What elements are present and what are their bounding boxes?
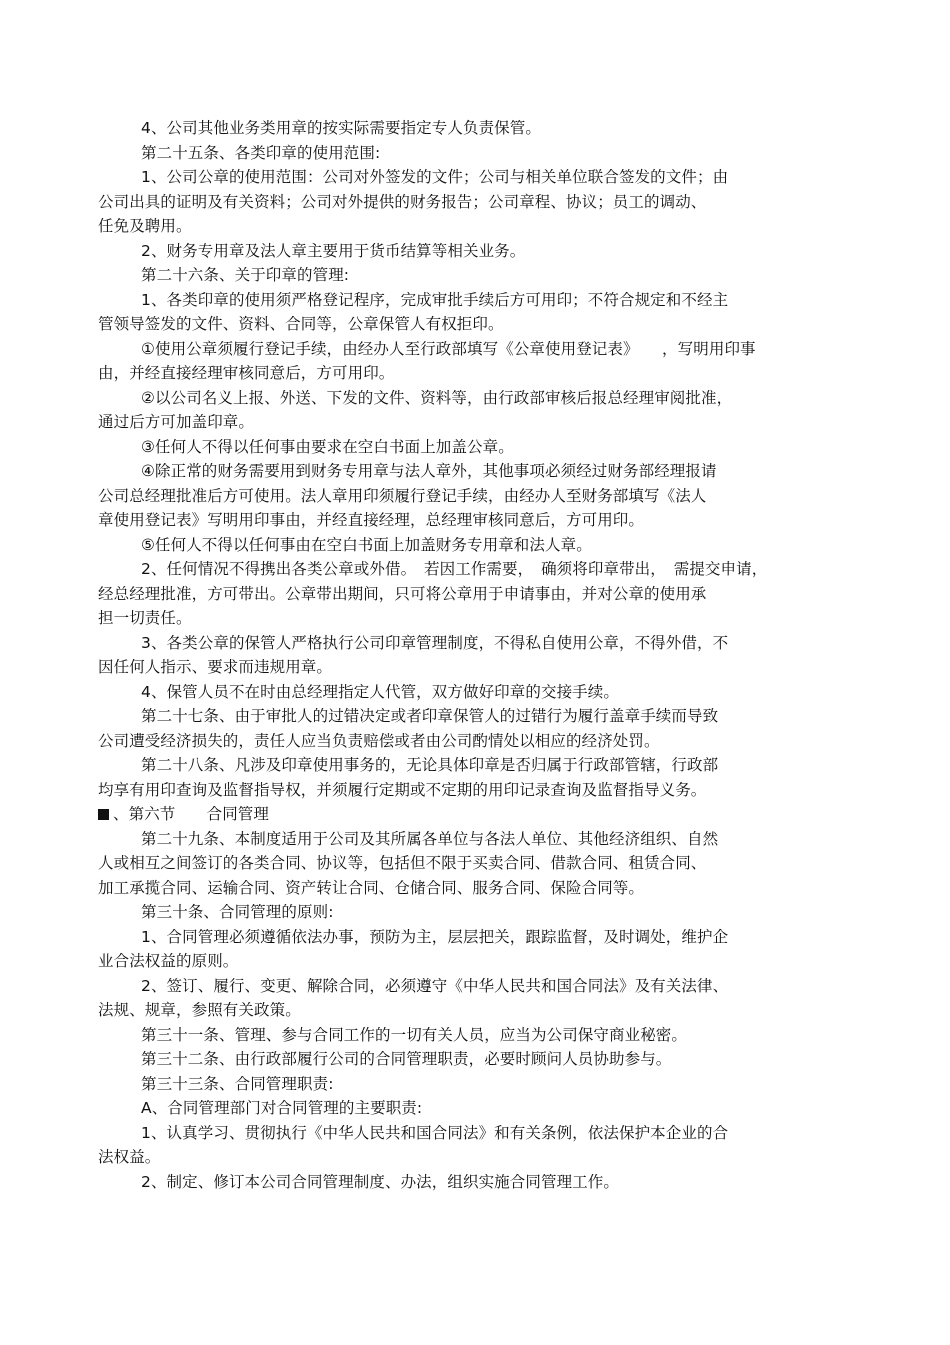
document-line	[98, 1121, 858, 1146]
line-text: 第二十九条、本制度适用于公司及其所属各单位与各法人单位、其他经济组织、自然	[141, 829, 719, 848]
document-line	[98, 729, 858, 754]
document-line	[98, 386, 858, 411]
document-line	[98, 827, 858, 852]
document-line	[98, 753, 858, 778]
line-text: 加工承揽合同、运输合同、资产转让合同、仓储合同、服务合同、保险合同等。	[98, 878, 645, 897]
document-line	[98, 141, 858, 166]
line-text: 2、签订、履行、变更、解除合同，必须遵守《中华人民共和国合同法》及有关法律、	[141, 976, 729, 995]
section-heading	[98, 802, 858, 827]
line-text: ④除正常的财务需要用到财务专用章与法人章外，其他事项必须经过财务部经理报请	[141, 462, 717, 480]
document-line	[98, 949, 858, 974]
document-line	[98, 1047, 858, 1072]
line-text: 1、各类印章的使用须严格登记程序，完成审批手续后方可用印；不符合规定和不经主	[141, 290, 729, 309]
document-line	[98, 582, 858, 607]
document-body	[98, 116, 858, 1194]
line-text: 2、任何情况不得携出各类公章或外借。 若因工作需要， 确须将印章带出， 需提交申请，	[141, 560, 768, 578]
document-line	[98, 484, 858, 509]
line-text: ①使用公章须履行登记手续，由经办人至行政部填写《公章使用登记表》 ，写明用印事	[141, 339, 756, 358]
line-text: 公司遭受经济损失的，责任人应当负责赔偿或者由公司酌情处以相应的经济处罚。	[98, 731, 660, 750]
line-text: 2、制定、修订本公司合同管理制度、办法，组织实施合同管理工作。	[141, 1172, 619, 1191]
line-text: 第三十一条、管理、参与合同工作的一切有关人员，应当为公司保守商业秘密。	[141, 1025, 688, 1044]
document-line	[98, 288, 858, 313]
line-text: 4、保管人员不在时由总经理指定人代管，双方做好印章的交接手续。	[141, 682, 619, 701]
document-line	[98, 410, 858, 435]
line-text: 1、合同管理必须遵循依法办事，预防为主，层层把关，跟踪监督，及时调处，维护企	[141, 927, 729, 946]
line-text: 管领导签发的文件、资料、合同等，公章保管人有权拒印。	[98, 315, 504, 333]
document-line	[98, 925, 858, 950]
line-text: 均享有用印查询及监督指导权，并须履行定期或不定期的用印记录查询及监督指导义务。	[98, 780, 707, 799]
line-text: 第二十五条、各类印章的使用范围:	[141, 143, 381, 162]
line-text: 通过后方可加盖印章。	[98, 413, 255, 431]
document-line	[98, 263, 858, 288]
line-text: 因任何人指示、要求而违规用章。	[98, 658, 333, 676]
line-text: 经总经理批准，方可带出。公章带出期间，只可将公章用于申请事由，并对公章的使用承	[98, 584, 707, 603]
document-line	[98, 1023, 858, 1048]
document-line	[98, 508, 858, 533]
document-line	[98, 165, 858, 190]
document-line	[98, 1072, 858, 1097]
document-line	[98, 459, 858, 484]
document-line	[98, 631, 858, 656]
document-line	[98, 533, 858, 558]
line-text: 任免及聘用。	[98, 217, 192, 235]
line-text: 第三十二条、由行政部履行公司的合同管理职责，必要时顾问人员协助参与。	[141, 1050, 672, 1068]
document-line	[98, 116, 858, 141]
document-line	[98, 998, 858, 1023]
document-line	[98, 361, 858, 386]
document-line	[98, 1170, 858, 1195]
line-text: A、合同管理部门对合同管理的主要职责:	[141, 1099, 423, 1117]
line-text: 2、财务专用章及法人章主要用于货币结算等相关业务。	[141, 241, 526, 260]
document-line	[98, 900, 858, 925]
line-text: 章使用登记表》写明用印事由，并经直接经理，总经理审核同意后，方可用印。	[98, 511, 645, 529]
line-text: ②以公司名义上报、外送、下发的文件、资料等，由行政部审核后报总经理审阅批准，	[141, 388, 733, 407]
document-line	[98, 1145, 858, 1170]
line-text: 第二十八条、凡涉及印章使用事务的，无论具体印章是否归属于行政部管辖，行政部	[141, 756, 719, 774]
document-line	[98, 190, 858, 215]
line-text: 3、各类公章的保管人严格执行公司印章管理制度，不得私自使用公章，不得外借，不	[141, 633, 729, 652]
document-line	[98, 680, 858, 705]
document-line	[98, 239, 858, 264]
square-bullet-icon	[98, 809, 109, 820]
line-text: 第三十三条、合同管理职责:	[141, 1074, 334, 1093]
line-text: 担一切责任。	[98, 609, 192, 627]
document-line	[98, 337, 858, 362]
document-line	[98, 435, 858, 460]
line-text: 第二十六条、关于印章的管理:	[141, 266, 350, 284]
line-text: 公司总经理批准后方可使用。法人章用印须履行登记手续，由经办人至财务部填写《法人	[98, 486, 707, 505]
line-text: 人或相互之间签订的各类合同、协议等，包括但不限于买卖合同、借款合同、租赁合同、	[98, 854, 707, 872]
document-line	[98, 312, 858, 337]
line-text: ③任何人不得以任何事由要求在空白书面上加盖公章。	[141, 437, 514, 456]
line-text: 由，并经直接经理审核同意后，方可用印。	[98, 364, 395, 382]
document-line	[98, 1096, 858, 1121]
line-text: 业合法权益的原则。	[98, 952, 239, 970]
line-text: 1、公司公章的使用范围：公司对外签发的文件；公司与相关单位联合签发的文件；由	[141, 168, 729, 186]
document-line	[98, 606, 858, 631]
line-text: 4、公司其他业务类用章的按实际需要指定专人负责保管。	[141, 119, 541, 137]
line-text: 、第六节 合同管理	[113, 805, 270, 823]
document-line	[98, 557, 858, 582]
line-text: 1、认真学习、贯彻执行《中华人民共和国合同法》和有关条例，依法保护本企业的合	[141, 1123, 729, 1142]
document-line	[98, 704, 858, 729]
line-text: ⑤任何人不得以任何事由在空白书面上加盖财务专用章和法人章。	[141, 535, 592, 554]
line-text: 法权益。	[98, 1148, 161, 1166]
line-text: 法规、规章，参照有关政策。	[98, 1001, 301, 1019]
line-text: 公司出具的证明及有关资料；公司对外提供的财务报告；公司章程、协议；员工的调动、	[98, 192, 707, 211]
line-text: 第三十条、合同管理的原则:	[141, 903, 334, 921]
document-line	[98, 974, 858, 999]
document-line	[98, 778, 858, 803]
document-line	[98, 655, 858, 680]
line-text: 第二十七条、由于审批人的过错决定或者印章保管人的过错行为履行盖章手续而导致	[141, 707, 719, 725]
document-line	[98, 851, 858, 876]
document-line	[98, 214, 858, 239]
document-line	[98, 876, 858, 901]
